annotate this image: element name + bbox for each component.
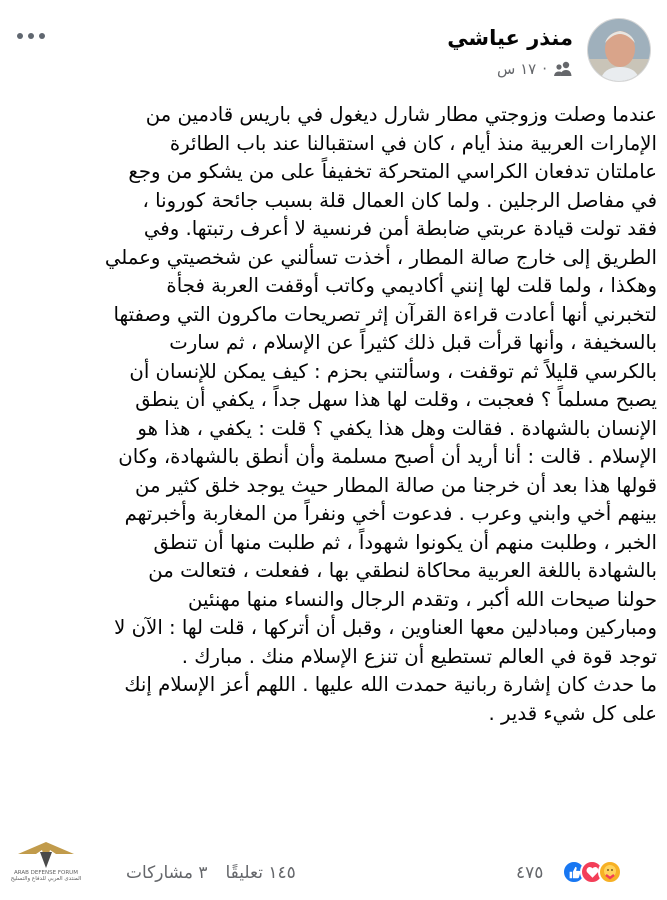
meta-separator: ·: [542, 60, 547, 78]
post-line: بالكرسي قليلاً ثم توقفت ، وسألتني بحزم : كيف يمكن للإنسان أن: [129, 359, 657, 383]
post-line: ما حدث كان إشارة ربانية حمدت الله عليها . اللهم أعز الإسلام إنك: [124, 673, 657, 696]
author-avatar[interactable]: [587, 18, 651, 82]
post-line: لتخبرني أنها أعادت قراءة القرآن إثر تصريحات ماكرون التي وصفتها: [113, 302, 657, 326]
post-line: الإنسان بالشهادة . فقالت وهل هذا يكفي ؟ قلت : يكفي ، هذا هو: [137, 416, 657, 440]
post-line: الطريق إلى خارج صالة المطار ، أخذت تسألني عن شخصيتي وعملي: [104, 245, 657, 269]
shares-count[interactable]: ٣ مشاركات: [126, 863, 208, 883]
friends-icon: [553, 61, 573, 77]
post-text: [8, 101, 657, 728]
post-line: قولها هذا بعد أن خرجنا من صالة المطار حيث يوجد خلق كثير من: [135, 473, 657, 497]
reaction-count[interactable]: ٤٧٥: [516, 863, 544, 883]
post-line: توجد قوة في العالم تستطيع أن تنزع الإسلام منك . مبارك .: [181, 644, 657, 668]
post-line: في مفاصل الرجلين . ولما كان العمال قلة بسبب جائحة كورونا ،: [142, 188, 657, 212]
post-line: عاملتان تدفعان الكراسي المتحركة تخفيفاً على من يشكو من وجع: [128, 160, 657, 183]
post-line: ومباركين ومبادلين معها العناوين ، وقبل أن أتركها ، قلت لها : الآن لا: [114, 616, 657, 639]
reaction-icons[interactable]: [568, 860, 622, 884]
post-line: بينهم أخي وابني وعرب . فدعوت أخي ونفراً من المغاربة وأخبرتهم: [124, 502, 657, 525]
post-line: الخبر ، وطلبت منهم أن يكونوا شهوداً ، ثم طلبت منها أن تنطق: [153, 530, 657, 554]
watermark-subtext: المنتدى العربي للدفاع والتسليح: [10, 876, 82, 882]
comments-count[interactable]: ١٤٥ تعليقًا: [225, 863, 296, 883]
watermark-text: ARAB DEFENSE FORUM: [14, 870, 78, 876]
author-name[interactable]: منذر عياشي: [447, 26, 573, 50]
post-line: الإمارات العربية منذ أيام ، كان في استقبالنا عند باب الطائرة: [169, 131, 657, 155]
post-line: بالسخيفة ، وأنها قرأت قبل ذلك كثيراً عن الإسلام ، ثم سارت: [169, 331, 657, 354]
care-icon: [598, 860, 622, 884]
post-line: يصبح مسلماً ؟ فعجبت ، وقلت لها هذا سهل جداً ، يكفي أن ينطق: [135, 388, 657, 411]
post-line: عندما وصلت وزوجتي مطار شارل ديغول في باريس قادمين من: [145, 103, 657, 126]
engagement-counts: [126, 863, 296, 883]
post-line: حولنا صيحات الله أكبر ، وتقدم الرجال والنساء منها مهنئين: [187, 587, 657, 611]
post-footer: [0, 856, 667, 890]
post-line: بالشهادة باللغة العربية محاكاة لنطقي بها ، ففعلت ، فتعالت من: [148, 559, 657, 582]
post-line: وهكذا ، ولما قلت لها إنني أكاديمي وكاتب أوقفت العربة فجأة: [166, 274, 657, 297]
post-line: على كل شيء قدير .: [488, 701, 657, 725]
forum-watermark-logo: [6, 840, 86, 898]
post-line: الإسلام . قالت : أنا أريد أن أصبح مسلمة وأن أنطق بالشهادة، وكان: [118, 445, 657, 468]
more-options-icon[interactable]: [12, 26, 50, 46]
post-line: فقد تولت قيادة عربتي ضابطة أمن فرنسية لا أعرف رتبتها. وفي: [143, 217, 657, 240]
post-header: [0, 18, 667, 88]
post-meta: [497, 60, 573, 78]
post-time[interactable]: ١٧ س: [497, 60, 537, 78]
